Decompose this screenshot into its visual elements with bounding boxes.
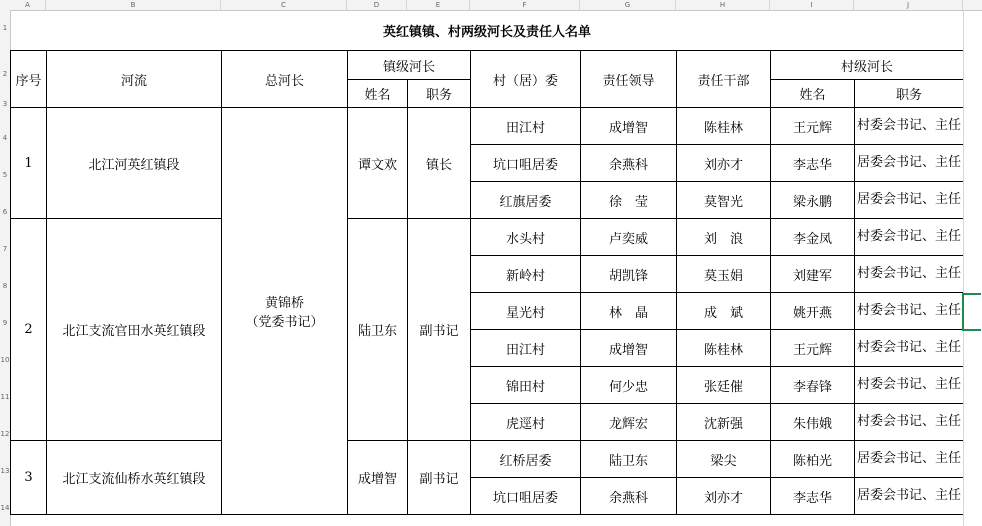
- header-seq[interactable]: 序号: [11, 51, 47, 108]
- village-cell[interactable]: 田江村: [471, 330, 581, 367]
- village-chief-name-cell[interactable]: 陈柏光: [771, 441, 855, 478]
- header-village-chief[interactable]: 村级河长: [771, 51, 964, 80]
- village-chief-name-cell[interactable]: 王元辉: [771, 330, 855, 367]
- header-town-duty[interactable]: 职务: [408, 80, 471, 108]
- cadre-cell[interactable]: 沈新强: [677, 404, 771, 441]
- header-village-duty[interactable]: 职务: [855, 80, 964, 108]
- village-chief-duty-cell[interactable]: 村委会书记、主任: [855, 367, 964, 404]
- village-cell[interactable]: 红旗居委: [471, 182, 581, 219]
- village-chief-duty-cell[interactable]: 村委会书记、主任: [855, 330, 964, 367]
- leader-cell[interactable]: 成增智: [581, 330, 677, 367]
- village-chief-duty-cell[interactable]: 村委会书记、主任: [855, 293, 964, 330]
- header-village-name[interactable]: 姓名: [771, 80, 855, 108]
- cadre-cell[interactable]: 刘亦才: [677, 478, 771, 515]
- village-chief-duty-cell[interactable]: 居委会书记、主任: [855, 182, 964, 219]
- cadre-cell[interactable]: 成 斌: [677, 293, 771, 330]
- column-header-j[interactable]: J: [854, 0, 963, 10]
- cadre-cell[interactable]: 张廷催: [677, 367, 771, 404]
- leader-cell[interactable]: 何少忠: [581, 367, 677, 404]
- header-town-name[interactable]: 姓名: [348, 80, 408, 108]
- column-header-a[interactable]: A: [10, 0, 46, 10]
- village-chief-duty-cell[interactable]: 居委会书记、主任: [855, 145, 964, 182]
- town-name-cell[interactable]: 谭文欢: [348, 108, 408, 219]
- leader-cell[interactable]: 成增智: [581, 108, 677, 145]
- column-header-h[interactable]: H: [676, 0, 770, 10]
- village-cell[interactable]: 星光村: [471, 293, 581, 330]
- village-cell[interactable]: 水头村: [471, 219, 581, 256]
- village-chief-name-cell[interactable]: 李志华: [771, 145, 855, 182]
- cadre-cell[interactable]: 陈桂林: [677, 108, 771, 145]
- row-header-12[interactable]: 12: [0, 430, 10, 438]
- seq-cell[interactable]: 1: [11, 108, 47, 219]
- river-cell[interactable]: 北江支流官田水英红镇段: [47, 219, 222, 441]
- row-header-11[interactable]: 11: [0, 393, 10, 401]
- row-header-5[interactable]: 5: [2, 171, 8, 179]
- town-name-cell[interactable]: 陆卫东: [348, 219, 408, 441]
- leader-cell[interactable]: 龙辉宏: [581, 404, 677, 441]
- leader-cell[interactable]: 林 晶: [581, 293, 677, 330]
- seq-cell[interactable]: 3: [11, 441, 47, 515]
- village-chief-duty-cell[interactable]: 村委会书记、主任: [855, 219, 964, 256]
- village-chief-duty-cell[interactable]: 居委会书记、主任: [855, 441, 964, 478]
- row-header-1[interactable]: 1: [2, 24, 8, 32]
- town-duty-cell[interactable]: 副书记: [408, 219, 471, 441]
- town-duty-cell[interactable]: 副书记: [408, 441, 471, 515]
- village-chief-name-cell[interactable]: 刘建军: [771, 256, 855, 293]
- cadre-cell[interactable]: 陈桂林: [677, 330, 771, 367]
- header-village[interactable]: 村（居）委: [471, 51, 581, 108]
- village-chief-name-cell[interactable]: 李春锋: [771, 367, 855, 404]
- leader-cell[interactable]: 卢奕威: [581, 219, 677, 256]
- active-cell-selection: [962, 293, 981, 331]
- table-row: [11, 219, 964, 256]
- column-header-d[interactable]: D: [347, 0, 407, 10]
- river-cell[interactable]: 北江支流仙桥水英红镇段: [47, 441, 222, 515]
- village-chief-duty-cell[interactable]: 居委会书记、主任: [855, 478, 964, 515]
- cadre-cell[interactable]: 莫智光: [677, 182, 771, 219]
- village-chief-duty-cell[interactable]: 村委会书记、主任: [855, 256, 964, 293]
- header-town-chief[interactable]: 镇级河长: [348, 51, 471, 80]
- spreadsheet-area: [10, 10, 964, 515]
- cadre-cell[interactable]: 刘 浪: [677, 219, 771, 256]
- village-cell[interactable]: 虎逕村: [471, 404, 581, 441]
- village-chief-duty-cell[interactable]: 村委会书记、主任: [855, 404, 964, 441]
- cadre-cell[interactable]: 莫玉娟: [677, 256, 771, 293]
- cadre-cell[interactable]: 刘亦才: [677, 145, 771, 182]
- row-header-6[interactable]: 6: [2, 208, 8, 216]
- row-header-9[interactable]: 9: [2, 319, 8, 327]
- cadre-cell[interactable]: 梁尖: [677, 441, 771, 478]
- village-cell[interactable]: 新岭村: [471, 256, 581, 293]
- leader-cell[interactable]: 徐 莹: [581, 182, 677, 219]
- leader-cell[interactable]: 余燕科: [581, 478, 677, 515]
- row-header-2[interactable]: 2: [2, 70, 8, 78]
- column-header-g[interactable]: G: [580, 0, 676, 10]
- village-chief-name-cell[interactable]: 梁永鹏: [771, 182, 855, 219]
- village-chief-name-cell[interactable]: 李金凤: [771, 219, 855, 256]
- column-header-e[interactable]: E: [407, 0, 470, 10]
- seq-cell[interactable]: 2: [11, 219, 47, 441]
- river-cell[interactable]: 北江河英红镇段: [47, 108, 222, 219]
- village-chief-name-cell[interactable]: 朱伟娥: [771, 404, 855, 441]
- row-header-7[interactable]: 7: [2, 245, 8, 253]
- header-cadre[interactable]: 责任干部: [677, 51, 771, 108]
- village-cell[interactable]: 坑口咀居委: [471, 145, 581, 182]
- village-chief-name-cell[interactable]: 李志华: [771, 478, 855, 515]
- chief-name: 黄锦桥: [264, 296, 304, 311]
- row-header-3[interactable]: 3: [2, 100, 8, 108]
- row-header-14[interactable]: 14: [0, 504, 10, 512]
- town-duty-cell[interactable]: 镇长: [408, 108, 471, 219]
- river-chief-table: [10, 10, 964, 515]
- village-chief-name-cell[interactable]: 王元辉: [771, 108, 855, 145]
- leader-cell[interactable]: 陆卫东: [581, 441, 677, 478]
- header-leader[interactable]: 责任领导: [581, 51, 677, 108]
- town-name-cell[interactable]: 成增智: [348, 441, 408, 515]
- table-row: [11, 441, 964, 478]
- column-header-i[interactable]: I: [770, 0, 854, 10]
- row-header-4[interactable]: 4: [2, 134, 8, 142]
- row-header-13[interactable]: 13: [0, 467, 10, 475]
- village-cell[interactable]: 田江村: [471, 108, 581, 145]
- column-header-f[interactable]: F: [470, 0, 580, 10]
- column-header-b[interactable]: B: [46, 0, 221, 10]
- row-header-10[interactable]: 10: [0, 356, 10, 364]
- table-title[interactable]: 英红镇镇、村两级河长及责任人名单: [11, 10, 964, 51]
- chief-title: （党委书记）: [245, 315, 324, 330]
- village-cell[interactable]: 红桥居委: [471, 441, 581, 478]
- chief-cell[interactable]: [222, 108, 348, 515]
- leader-cell[interactable]: 胡凯锋: [581, 256, 677, 293]
- header-chief[interactable]: 总河长: [222, 51, 348, 108]
- village-cell[interactable]: 坑口咀居委: [471, 478, 581, 515]
- header-river[interactable]: 河流: [47, 51, 222, 108]
- leader-cell[interactable]: 余燕科: [581, 145, 677, 182]
- row-header-8[interactable]: 8: [2, 282, 8, 290]
- village-chief-duty-cell[interactable]: 村委会书记、主任: [855, 108, 964, 145]
- table-row: [11, 108, 964, 145]
- village-cell[interactable]: 锦田村: [471, 367, 581, 404]
- empty-column-k[interactable]: [963, 10, 982, 526]
- village-chief-name-cell[interactable]: 姚开燕: [771, 293, 855, 330]
- column-header-c[interactable]: C: [221, 0, 347, 10]
